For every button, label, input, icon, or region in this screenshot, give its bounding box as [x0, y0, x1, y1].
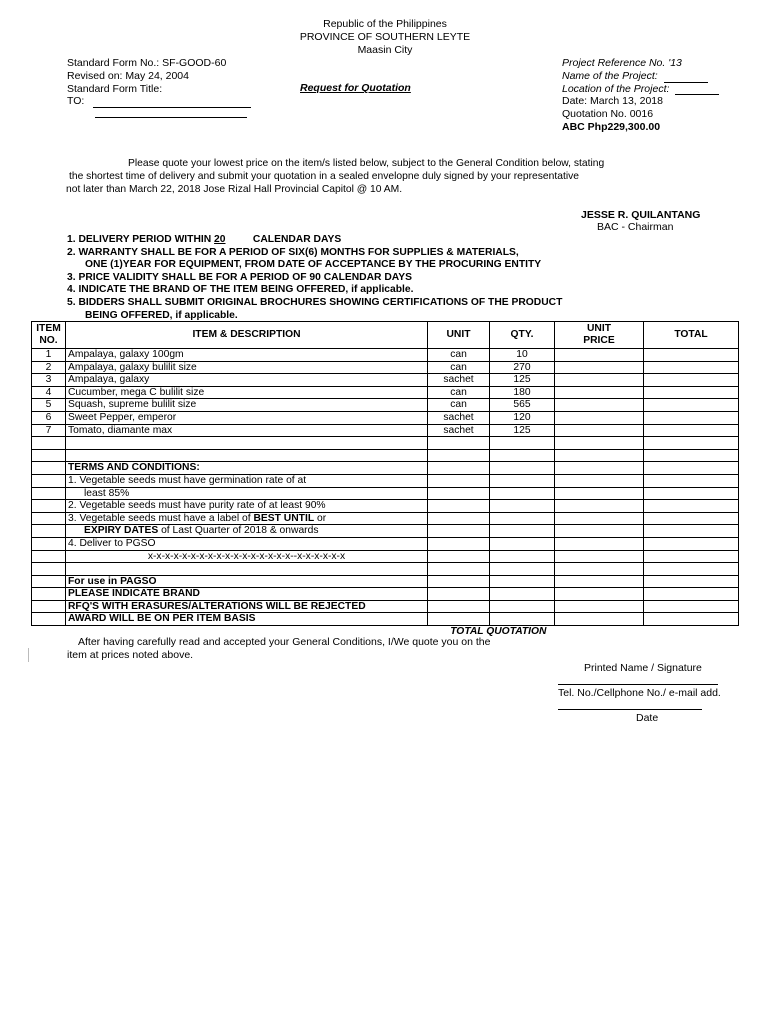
general-conditions: [67, 234, 562, 322]
intro-line-3: not later than March 22, 2018 Jose Rizal Hall Provincial Capitol @ 10 AM.: [66, 183, 403, 195]
table-row: [32, 386, 739, 399]
tel-blank-line: [558, 684, 718, 685]
table-row: [32, 399, 739, 412]
condition-2-cont: ONE (1)YEAR FOR EQUIPMENT, FROM DATE OF ACCEPTANCE BY THE PROCURING ENTITY: [85, 259, 542, 271]
project-name: Name of the Project:: [562, 70, 719, 83]
footer-note: PLEASE INDICATE BRAND: [66, 588, 428, 601]
terms-row: [32, 474, 739, 487]
terms-row: [32, 525, 739, 538]
unit-price-cell: [555, 386, 644, 399]
empty-cell: [32, 462, 66, 475]
margin-mark: [28, 648, 29, 662]
condition-4: 4. INDICATE THE BRAND OF THE ITEM BEING OFFERED, if applicable.: [67, 284, 414, 296]
unit-price-cell: [555, 349, 644, 362]
empty-cell: [428, 474, 490, 487]
empty-cell: [490, 449, 555, 462]
empty-cell: [32, 563, 66, 576]
empty-cell: [428, 437, 490, 450]
intro-line-1: Please quote your lowest price on the item/s listed below, subject to the General Condition below, stating: [128, 158, 605, 169]
empty-cell: [32, 600, 66, 613]
header-line-city: Maasin City: [357, 44, 413, 56]
empty-cell: [428, 462, 490, 475]
total-cell: [644, 386, 739, 399]
condition-5-cont: BEING OFFERED, if applicable.: [85, 309, 238, 321]
empty-cell: [490, 575, 555, 588]
empty-cell: [428, 449, 490, 462]
header-unit: UNIT: [428, 322, 490, 349]
terms-row: [32, 462, 739, 475]
empty-cell: [490, 487, 555, 500]
qty-cell: 10: [490, 349, 555, 362]
term-3: 3. Vegetable seeds must have a label of BEST UNTIL or: [66, 512, 428, 525]
total-cell: [644, 349, 739, 362]
revised-on: Revised on: May 24, 2004: [67, 69, 189, 82]
qty-cell: 270: [490, 361, 555, 374]
project-reference-no: Project Reference No. '13: [562, 57, 682, 69]
terms-separator: x-x-x-x-x-x-x-x-x-x-x-x-x-x-x-x-x--x-x-x-x-x-x: [66, 550, 428, 563]
unit-cell: can: [428, 386, 490, 399]
empty-cell: [555, 437, 644, 450]
standard-form-no: Standard Form No.: SF-GOOD-60: [67, 57, 227, 69]
empty-cell: [490, 512, 555, 525]
empty-cell: [555, 563, 644, 576]
empty-cell: [490, 600, 555, 613]
empty-cell: [32, 588, 66, 601]
qty-cell: 125: [490, 374, 555, 387]
header-line-republic: Republic of the Philippines: [323, 18, 447, 30]
empty-cell: [32, 487, 66, 500]
empty-cell: [66, 449, 428, 462]
note-row: [32, 600, 739, 613]
term-1: 1. Vegetable seeds must have germination rate of at: [66, 474, 428, 487]
empty-cell: [644, 563, 739, 576]
unit-cell: can: [428, 399, 490, 412]
header-line-province: PROVINCE OF SOUTHERN LEYTE: [299, 31, 471, 43]
empty-cell: [644, 575, 739, 588]
terms-row: [32, 537, 739, 550]
empty-cell: [490, 550, 555, 563]
empty-cell: [428, 613, 490, 626]
closing-statement: [78, 636, 490, 649]
item-no-cell: 5: [32, 399, 66, 412]
item-description-cell: Squash, supreme bulilit size: [66, 399, 428, 412]
empty-cell: [428, 575, 490, 588]
empty-cell: [644, 487, 739, 500]
to-label: TO:: [67, 95, 85, 108]
qty-cell: 125: [490, 424, 555, 437]
header-description: ITEM & DESCRIPTION: [66, 322, 428, 349]
footer-note: RFQ'S WITH ERASURES/ALTERATIONS WILL BE REJECTED: [66, 600, 428, 613]
table-row: [32, 424, 739, 437]
empty-cell: [428, 537, 490, 550]
empty-cell: [555, 525, 644, 538]
empty-cell: [555, 449, 644, 462]
quotation-table: [31, 321, 739, 638]
terms-row: [32, 550, 739, 563]
note-row: [32, 613, 739, 626]
empty-cell: [32, 449, 66, 462]
empty-cell: [32, 525, 66, 538]
unit-price-cell: [555, 374, 644, 387]
printed-name-label: Printed Name / Signature: [584, 662, 702, 674]
empty-cell: [32, 437, 66, 450]
document-header: [0, 18, 770, 57]
header-total: TOTAL: [644, 322, 739, 349]
total-cell: [644, 411, 739, 424]
item-no-cell: 4: [32, 386, 66, 399]
to-blank-line: [93, 107, 251, 108]
condition-3: 3. PRICE VALIDITY SHALL BE FOR A PERIOD OF 90 CALENDAR DAYS: [67, 271, 412, 283]
empty-cell: [490, 525, 555, 538]
empty-cell: [490, 474, 555, 487]
total-cell: [644, 424, 739, 437]
term-2: 2. Vegetable seeds must have purity rate of at least 90%: [66, 500, 428, 513]
empty-cell: [644, 474, 739, 487]
empty-cell: [428, 600, 490, 613]
footer-note: AWARD WILL BE ON PER ITEM BASIS: [66, 613, 428, 626]
signatory-title: BAC - Chairman: [597, 221, 674, 233]
qty-cell: 180: [490, 386, 555, 399]
empty-cell: [32, 500, 66, 513]
empty-cell: [490, 537, 555, 550]
empty-cell: [490, 613, 555, 626]
standard-form-title: Standard Form Title:: [67, 82, 163, 95]
empty-cell: [490, 462, 555, 475]
term-4: 4. Deliver to PGSO: [66, 537, 428, 550]
unit-price-cell: [555, 411, 644, 424]
closing-line-1: After having carefully read and accepted your General Conditions, I/We quote you on the: [78, 636, 491, 648]
blank-row: [32, 563, 739, 576]
item-no-cell: 2: [32, 361, 66, 374]
quotation-no: Quotation No. 0016: [562, 108, 654, 121]
condition-2: 2. WARRANTY SHALL BE FOR A PERIOD OF SIX(6) MONTHS FOR SUPPLIES & MATERIALS,: [67, 246, 519, 258]
empty-cell: [555, 550, 644, 563]
intro-line-2: the shortest time of delivery and submit your quotation in a sealed envelopne duly signed by your representative: [69, 170, 579, 182]
item-description-cell: Sweet Pepper, emperor: [66, 411, 428, 424]
total-cell: [644, 361, 739, 374]
empty-cell: [32, 575, 66, 588]
empty-cell: [644, 537, 739, 550]
empty-cell: [644, 437, 739, 450]
empty-cell: [66, 563, 428, 576]
empty-cell: [644, 449, 739, 462]
request-date: Date: March 13, 2018: [562, 95, 663, 108]
empty-cell: [644, 525, 739, 538]
empty-cell: [644, 550, 739, 563]
note-row: [32, 575, 739, 588]
terms-row: [32, 487, 739, 500]
empty-cell: [555, 487, 644, 500]
empty-cell: [555, 500, 644, 513]
empty-cell: [555, 588, 644, 601]
abc-amount: ABC Php229,300.00: [562, 120, 661, 133]
date-blank-line: [558, 709, 702, 710]
terms-row: [32, 512, 739, 525]
unit-price-cell: [555, 399, 644, 412]
table-row: [32, 374, 739, 387]
empty-cell: [555, 613, 644, 626]
item-no-cell: 1: [32, 349, 66, 362]
empty-cell: [66, 437, 428, 450]
empty-cell: [644, 462, 739, 475]
table-header-row: [32, 322, 739, 349]
empty-cell: [32, 512, 66, 525]
total-cell: [644, 374, 739, 387]
table-row: [32, 361, 739, 374]
header-qty: QTY.: [490, 322, 555, 349]
unit-cell: sachet: [428, 374, 490, 387]
item-no-cell: 6: [32, 411, 66, 424]
item-description-cell: Ampalaya, galaxy bulilit size: [66, 361, 428, 374]
empty-cell: [490, 563, 555, 576]
empty-cell: [555, 512, 644, 525]
empty-cell: [555, 575, 644, 588]
unit-cell: can: [428, 349, 490, 362]
empty-cell: [32, 474, 66, 487]
intro-paragraph: [66, 158, 604, 196]
footer-note: For use in PAGSO: [66, 575, 428, 588]
condition-5: 5. BIDDERS SHALL SUBMIT ORIGINAL BROCHURES SHOWING CERTIFICATIONS OF THE PRODUCT: [67, 296, 563, 308]
empty-cell: [32, 626, 66, 638]
empty-cell: [428, 550, 490, 563]
qty-cell: 120: [490, 411, 555, 424]
item-no-cell: 3: [32, 374, 66, 387]
item-description-cell: Tomato, diamante max: [66, 424, 428, 437]
item-description-cell: Ampalaya, galaxy: [66, 374, 428, 387]
to-second-blank-line: [95, 117, 247, 118]
empty-cell: [644, 512, 739, 525]
empty-cell: [644, 626, 739, 638]
empty-cell: [555, 474, 644, 487]
total-cell: [644, 399, 739, 412]
empty-cell: [428, 563, 490, 576]
header-unit-price: UNIT PRICE: [555, 322, 644, 349]
item-no-cell: 7: [32, 424, 66, 437]
empty-cell: [644, 613, 739, 626]
item-description-cell: Cucumber, mega C bulilit size: [66, 386, 428, 399]
project-location: Location of the Project:: [562, 83, 719, 96]
terms-heading: TERMS AND CONDITIONS:: [66, 462, 428, 475]
unit-cell: sachet: [428, 424, 490, 437]
unit-cell: sachet: [428, 411, 490, 424]
table-row: [32, 411, 739, 424]
unit-cell: can: [428, 361, 490, 374]
empty-cell: [32, 537, 66, 550]
form-info-block: [67, 57, 251, 108]
unit-price-cell: [555, 424, 644, 437]
empty-cell: [490, 500, 555, 513]
empty-cell: [32, 613, 66, 626]
signatory-name: JESSE R. QUILANTANG: [581, 209, 701, 221]
form-title: Request for Quotation: [300, 82, 411, 94]
blank-row: [32, 437, 739, 450]
empty-cell: [428, 500, 490, 513]
condition-1: 1. DELIVERY PERIOD WITHIN 20 CALENDAR DAYS: [67, 234, 342, 245]
term-3-cont: EXPIRY DATES of Last Quarter of 2018 & onwards: [66, 525, 428, 538]
term-1-cont: least 85%: [66, 487, 428, 500]
tel-label: Tel. No./Cellphone No./ e-mail add.: [558, 687, 721, 699]
note-row: [32, 588, 739, 601]
empty-cell: [644, 600, 739, 613]
qty-cell: 565: [490, 399, 555, 412]
empty-cell: [428, 512, 490, 525]
empty-cell: [490, 588, 555, 601]
empty-cell: [555, 537, 644, 550]
empty-cell: [428, 487, 490, 500]
unit-price-cell: [555, 361, 644, 374]
empty-cell: [644, 500, 739, 513]
empty-cell: [428, 588, 490, 601]
empty-cell: [32, 550, 66, 563]
date-label: Date: [636, 712, 659, 724]
closing-line-2: item at prices noted above.: [67, 649, 194, 661]
terms-row: [32, 500, 739, 513]
table-row: [32, 349, 739, 362]
empty-cell: [555, 600, 644, 613]
to-field: [67, 95, 251, 108]
project-info-block: [562, 57, 719, 134]
total-quotation-label: TOTAL QUOTATION: [428, 626, 644, 638]
empty-cell: [428, 525, 490, 538]
header-item-no: ITEM NO.: [32, 322, 66, 349]
item-description-cell: Ampalaya, galaxy 100gm: [66, 349, 428, 362]
empty-cell: [490, 437, 555, 450]
empty-cell: [644, 588, 739, 601]
blank-row: [32, 449, 739, 462]
empty-cell: [555, 462, 644, 475]
